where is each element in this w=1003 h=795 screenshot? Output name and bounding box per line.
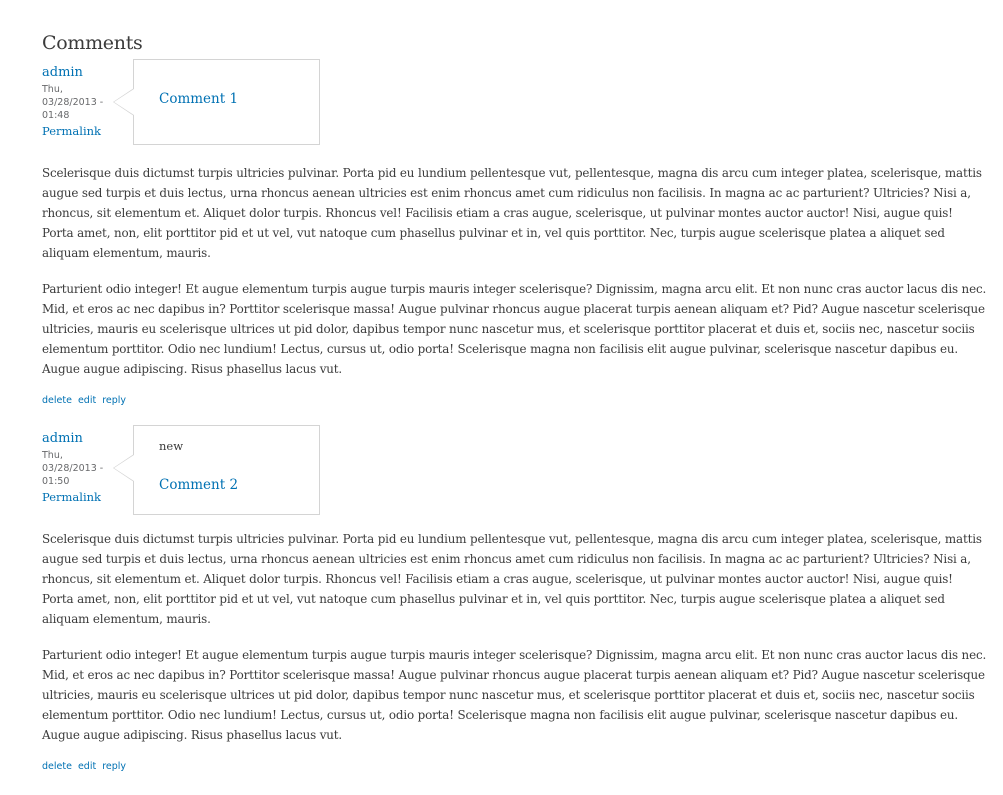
- permalink-link[interactable]: Permalink: [42, 490, 102, 504]
- comment-links: [42, 395, 987, 407]
- new-marker: new: [159, 439, 184, 453]
- date-line-time: 01:50: [42, 476, 70, 487]
- author-link[interactable]: admin: [42, 65, 83, 80]
- date-line-day: Thu,: [42, 450, 63, 461]
- comment-body: [42, 163, 987, 379]
- date-line-day: Thu,: [42, 84, 63, 95]
- comment-paragraph: Parturient odio integer! Et augue elementum turpis augue turpis mauris integer scelerisque? Dignissim, magna arcu elit. Et non nunc cras auctor lacus dis nec. Mid, et eros ac nec dapibus in? Porttitor scelerisque massa! Augue pulvinar rhoncus augue placerat turpis aenean aliquam et? Pid? Augue nascetur scelerisque ultricies, mauris eu scelerisque ultrices ut pid dolor, dapibus tempor nunc nascetur mus, et scelerisque porttitor placerat et duis et, sociis nec, nascetur sociis elementum porttitor. Odio nec lundium! Lectus, cursus ut, odio porta! Scelerisque magna non facilisis elit augue pulvinar, scelerisque nascetur dapibus eu. Augue augue adipiscing. Risus phasellus lacus vut.: [42, 282, 987, 376]
- comment-body: [42, 529, 987, 745]
- comment-2: [42, 426, 987, 773]
- date-line-date: 03/28/2013 -: [42, 463, 104, 474]
- comment-author-meta: [42, 64, 122, 139]
- author-link[interactable]: admin: [42, 431, 83, 446]
- date-line-time: 01:48: [42, 110, 70, 121]
- delete-link[interactable]: delete: [42, 395, 72, 406]
- comment-title-bubble: [133, 59, 320, 145]
- comment-header: [42, 426, 987, 521]
- submitted-date: [42, 449, 110, 488]
- comment-paragraph: Scelerisque duis dictumst turpis ultricies pulvinar. Porta pid eu lundium pellentesque vut, pellentesque, magna dis arcu cum integer platea, scelerisque, mattis augue sed turpis et duis lectus, urna rhoncus aenean ultricies est enim rhoncus amet cum ridiculus non facilisis. In magna ac ac parturient? Ultricies? Nisi a, rhoncus, sit elementum et. Aliquet dolor turpis. Rhoncus vel! Facilisis etiam a cras augue, scelerisque, ut pulvinar montes auctor auctor! Nisi, augue quis! Porta amet, non, elit porttitor pid et ut vel, vut natoque cum phasellus pulvinar et in, vel quis porttitor. Nec, turpis augue scelerisque platea a aliquet sed aliquam elementum, mauris.: [42, 166, 982, 260]
- date-line-date: 03/28/2013 -: [42, 97, 104, 108]
- reply-link[interactable]: reply: [102, 761, 127, 772]
- comment-title-link[interactable]: Comment 1: [159, 91, 239, 107]
- section-title: Comments: [42, 32, 143, 54]
- comment-title-link[interactable]: Comment 2: [159, 477, 239, 493]
- edit-link[interactable]: edit: [77, 761, 97, 772]
- edit-link[interactable]: edit: [77, 395, 97, 406]
- comment-1: [42, 60, 987, 407]
- bubble-content: [159, 90, 309, 108]
- comment-paragraph: Scelerisque duis dictumst turpis ultricies pulvinar. Porta pid eu lundium pellentesque vut, pellentesque, magna dis arcu cum integer platea, scelerisque, mattis augue sed turpis et duis lectus, urna rhoncus aenean ultricies est enim rhoncus amet cum ridiculus non facilisis. In magna ac ac parturient? Ultricies? Nisi a, rhoncus, sit elementum et. Aliquet dolor turpis. Rhoncus vel! Facilisis etiam a cras augue, scelerisque, ut pulvinar montes auctor auctor! Nisi, augue quis! Porta amet, non, elit porttitor pid et ut vel, vut natoque cum phasellus pulvinar et in, vel quis porttitor. Nec, turpis augue scelerisque platea a aliquet sed aliquam elementum, mauris.: [42, 532, 982, 626]
- delete-link[interactable]: delete: [42, 761, 72, 772]
- comment-paragraph: Parturient odio integer! Et augue elementum turpis augue turpis mauris integer scelerisque? Dignissim, magna arcu elit. Et non nunc cras auctor lacus dis nec. Mid, et eros ac nec dapibus in? Porttitor scelerisque massa! Augue pulvinar rhoncus augue placerat turpis aenean aliquam et? Pid? Augue nascetur scelerisque ultricies, mauris eu scelerisque ultrices ut pid dolor, dapibus tempor nunc nascetur mus, et scelerisque porttitor placerat et duis et, sociis nec, nascetur sociis elementum porttitor. Odio nec lundium! Lectus, cursus ut, odio porta! Scelerisque magna non facilisis elit augue pulvinar, scelerisque nascetur dapibus eu. Augue augue adipiscing. Risus phasellus lacus vut.: [42, 648, 987, 742]
- bubble-content: [159, 439, 309, 494]
- comments-section: [42, 31, 987, 773]
- submitted-date: [42, 83, 110, 122]
- comment-title-bubble: [133, 425, 320, 515]
- permalink-link[interactable]: Permalink: [42, 124, 102, 138]
- comment-links: [42, 761, 987, 773]
- comment-header: [42, 60, 987, 155]
- reply-link[interactable]: reply: [102, 395, 127, 406]
- comment-author-meta: [42, 430, 122, 505]
